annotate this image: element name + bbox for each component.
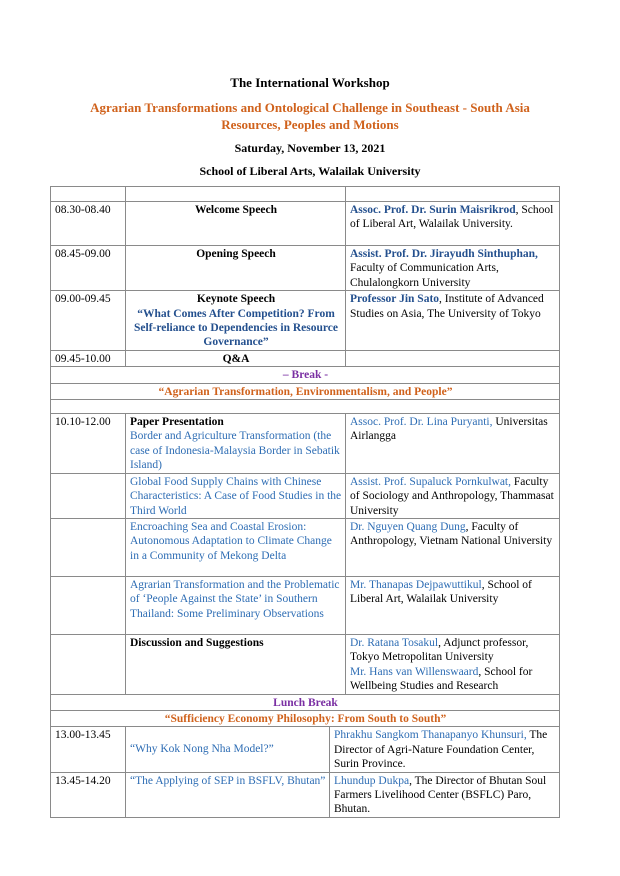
table-row bbox=[51, 772, 560, 817]
speaker-cell bbox=[330, 727, 560, 772]
speaker-affiliation: Faculty of Communication Arts, Chulalongkorn University bbox=[350, 262, 499, 289]
workshop-subtitle: Resources, Peoples and Motions bbox=[221, 117, 399, 132]
break-row bbox=[51, 694, 560, 710]
paper-title: Encroaching Sea and Coastal Erosion: Autonomous Adaptation to Climate Change in a Community of Mekong Delta bbox=[126, 518, 346, 576]
talk-title: “The Applying of SEP in BSFLV, Bhutan” bbox=[126, 772, 330, 817]
table-row bbox=[51, 350, 560, 366]
speaker-affiliation: Universitas Airlangga bbox=[350, 416, 548, 443]
table-row bbox=[51, 291, 560, 351]
session-heading: “Sufficiency Economy Philosophy: From South to South” bbox=[51, 710, 560, 726]
table-row bbox=[51, 473, 560, 518]
speaker-name: Assist. Prof. Supaluck Pornkulwat, bbox=[350, 475, 511, 488]
workshop-label: The International Workshop bbox=[230, 75, 390, 90]
speaker-affiliation: , School of Liberal Art, Walailak University bbox=[350, 578, 532, 606]
speaker-affiliation: , Faculty of Anthropology, Vietnam National University bbox=[350, 520, 553, 548]
speaker-name: Lhundup Dukpa bbox=[334, 774, 410, 787]
speaker-affiliation: , The Director of Bhutan Soul Farmers Livelihood Center (BSFLC) Paro, Bhutan. bbox=[334, 774, 547, 816]
session-heading: “Agrarian Transformation, Environmentalism, and People” bbox=[51, 383, 560, 399]
time-cell: 09.45-10.00 bbox=[51, 350, 126, 366]
table-row bbox=[51, 246, 560, 291]
speaker-affiliation: , School for Wellbeing Studies and Research bbox=[350, 665, 533, 693]
session-title bbox=[126, 291, 346, 351]
speaker-cell bbox=[346, 518, 560, 576]
blank-row bbox=[51, 187, 560, 202]
time-cell: 08.30-08.40 bbox=[51, 202, 126, 246]
table-row bbox=[51, 576, 560, 634]
speaker-name: Assoc. Prof. Dr. Surin Maisrikrod bbox=[350, 204, 516, 216]
speaker-name: Assoc. Prof. Dr. Lina Puryanti, bbox=[350, 416, 493, 429]
speaker-affiliation: , Adjunct professor, Tokyo Metropolitan University bbox=[350, 636, 529, 664]
speaker-cell bbox=[346, 202, 560, 246]
table-row bbox=[51, 518, 560, 576]
speaker-cell bbox=[346, 473, 560, 518]
speaker-affiliation: The Director of Agri-Nature Foundation Center, Surin Province. bbox=[334, 729, 548, 771]
table-row bbox=[51, 727, 560, 772]
speaker-cell bbox=[346, 414, 560, 474]
speaker-affiliation: , Institute of Advanced Studies on Asia, The University of Tokyo bbox=[350, 293, 544, 320]
break-label: – Break - bbox=[51, 367, 560, 383]
table-row bbox=[51, 414, 560, 474]
speaker-name: Professor Jin Sato bbox=[350, 293, 440, 306]
speaker-cell bbox=[346, 246, 560, 291]
workshop-title: Agrarian Transformations and Ontological Challenge in Southeast - South Asia bbox=[90, 100, 530, 115]
talk-title: “Why Kok Nong Nha Model?” bbox=[126, 727, 330, 772]
time-cell bbox=[51, 518, 126, 576]
session-title: Welcome Speech bbox=[126, 202, 346, 246]
blank-row bbox=[51, 400, 560, 414]
speaker-name: Mr. Hans van Willenswaard bbox=[350, 665, 479, 678]
paper-presentation-label: Paper Presentation bbox=[130, 416, 224, 429]
session-title: Opening Speech bbox=[126, 246, 346, 291]
speaker-cell bbox=[330, 772, 560, 817]
session-title: Discussion and Suggestions bbox=[126, 634, 346, 694]
time-cell: 08.45-09.00 bbox=[51, 246, 126, 291]
session-title: Q&A bbox=[126, 350, 346, 366]
speaker-affiliation: , School of Liberal Art, Walailak University. bbox=[350, 204, 554, 231]
speaker-cell bbox=[346, 350, 560, 366]
speaker-name: Assist. Prof. Dr. Jirayudh Sinthuphan, bbox=[350, 248, 538, 260]
session-heading-row bbox=[51, 383, 560, 399]
speaker-affiliation: Faculty of Sociology and Anthropology, Thammasat University bbox=[350, 475, 554, 517]
paper-title: Border and Agriculture Transformation (the case of Indonesia-Malaysia Border in Sebatik Island) bbox=[130, 430, 340, 472]
keynote-label: Keynote Speech bbox=[196, 293, 276, 306]
time-cell: 09.00-09.45 bbox=[51, 291, 126, 351]
keynote-topic: “What Comes After Competition? From Self-reliance to Dependencies in Resource Governance” bbox=[134, 307, 338, 349]
session-heading-row bbox=[51, 710, 560, 726]
paper-title: Global Food Supply Chains with Chinese Characteristics: A Case of Food Studies in the Third World bbox=[126, 473, 346, 518]
lunch-break-label: Lunch Break bbox=[51, 694, 560, 710]
table-row bbox=[51, 202, 560, 246]
workshop-venue: School of Liberal Arts, Walailak University bbox=[199, 164, 421, 178]
time-cell bbox=[51, 634, 126, 694]
break-row bbox=[51, 367, 560, 383]
speaker-name: Phrakhu Sangkom Thanapanyo Khunsuri, bbox=[334, 729, 527, 742]
table-row bbox=[51, 634, 560, 694]
time-cell: 10.10-12.00 bbox=[51, 414, 126, 474]
schedule-table bbox=[50, 186, 560, 818]
paper-title: Agrarian Transformation and the Problematic of ‘People Against the State’ in Southern Thailand: Some Preliminary Observations bbox=[126, 576, 346, 634]
paper-cell bbox=[126, 414, 346, 474]
workshop-date: Saturday, November 13, 2021 bbox=[234, 141, 386, 155]
speaker-cell bbox=[346, 576, 560, 634]
time-cell: 13.00-13.45 bbox=[51, 727, 126, 772]
time-cell bbox=[51, 473, 126, 518]
speaker-cell bbox=[346, 634, 560, 694]
time-cell: 13.45-14.20 bbox=[51, 772, 126, 817]
speaker-name: Dr. Nguyen Quang Dung bbox=[350, 520, 466, 533]
speaker-name: Dr. Ratana Tosakul bbox=[350, 636, 439, 649]
speaker-cell bbox=[346, 291, 560, 351]
speaker-name: Mr. Thanapas Dejpawuttikul bbox=[350, 578, 482, 591]
time-cell bbox=[51, 576, 126, 634]
